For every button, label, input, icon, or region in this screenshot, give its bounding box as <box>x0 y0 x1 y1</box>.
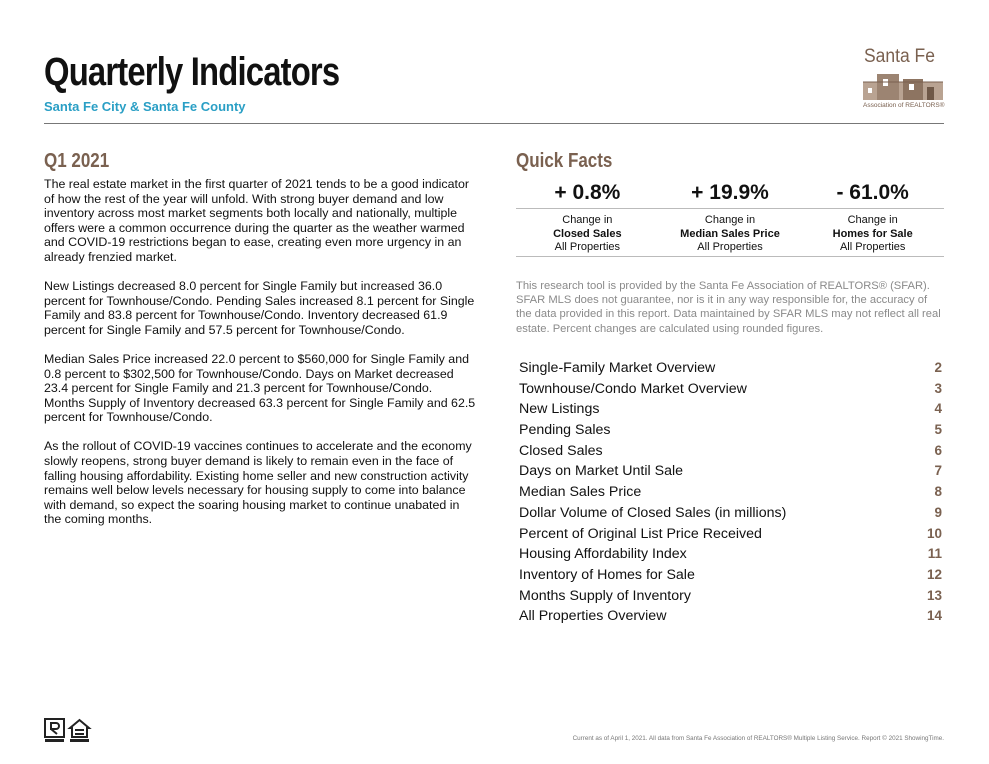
toc-item-label: Days on Market Until Sale <box>519 463 684 480</box>
toc-item-page: 6 <box>934 442 942 458</box>
toc-item-page: 5 <box>934 422 942 438</box>
summary-heading: Q1 2021 <box>44 150 110 172</box>
summary-text <box>44 177 476 541</box>
toc-item-page: 12 <box>926 566 942 582</box>
toc-item[interactable] <box>519 588 942 609</box>
toc-item-page: 2 <box>934 360 942 375</box>
toc-item-label: Housing Affordability Index <box>519 546 687 563</box>
fact-scope: All Properties <box>839 241 906 253</box>
fact-scope: All Properties <box>554 241 621 253</box>
fact-value-homes-for-sale: - 61.0% <box>836 181 909 204</box>
quick-facts-values <box>516 178 944 209</box>
toc-item-label: Pending Sales <box>519 422 611 439</box>
fact-metric: Median Sales Price <box>680 227 780 240</box>
fact-label-line: Change in <box>847 214 898 226</box>
toc-item-page: 4 <box>934 401 942 417</box>
toc-item-page: 7 <box>934 463 942 479</box>
toc-item[interactable] <box>519 546 942 567</box>
fact-value-median-price: + 19.9% <box>691 181 769 204</box>
fact-label-line: Change in <box>562 214 613 226</box>
toc-item-page: 10 <box>926 525 942 541</box>
summary-paragraph: The real estate market in the first quarter of 2021 tends to be a good indicator of how the rest of the year will unfold. With strong buyer demand and low inventory across most market segments both locally and nationally, multiple offers were a common occurrence during the quarter as the weather warmed and COVID-19 restrictions began to ease, creating even more urgency in an already frenzied market. <box>44 177 469 264</box>
fact-label-median-price <box>659 214 802 256</box>
logo-tagline: Association of REALTORS® <box>863 102 945 109</box>
toc-item[interactable] <box>519 608 942 629</box>
toc-item-label: Median Sales Price <box>519 484 642 501</box>
fact-metric: Homes for Sale <box>832 227 913 240</box>
quick-facts-table <box>516 178 944 257</box>
toc-item-page: 14 <box>926 608 942 624</box>
adobe-building-icon <box>863 70 943 100</box>
toc-item[interactable] <box>519 505 942 526</box>
fact-scope: All Properties <box>697 241 763 253</box>
toc-item-label: Townhouse/Condo Market Overview <box>519 380 747 397</box>
footer-logos <box>44 718 94 744</box>
fact-metric: Closed Sales <box>553 227 622 240</box>
toc-item-page: 13 <box>926 587 942 603</box>
toc-item-page: 8 <box>934 484 942 500</box>
toc-item[interactable] <box>519 360 942 381</box>
summary-paragraph: New Listings decreased 8.0 percent for Single Family but increased 36.0 percent for Townhouse/Condo. Pending Sales increased 8.1 percent for Single Family and 83.8 percent for Townhouse/Condo. Inventory decreased 61.9 percent for Single Family and 57.5 percent for Townhouse/Condo. <box>44 279 475 337</box>
toc-item-page: 11 <box>927 546 942 562</box>
page-title: Quarterly Indicators <box>44 50 340 94</box>
toc-item-label: All Properties Overview <box>519 608 667 625</box>
fact-value-closed-sales: + 0.8% <box>554 181 621 204</box>
toc-item-label: Inventory of Homes for Sale <box>519 566 695 583</box>
fact-label-homes-for-sale <box>801 214 944 256</box>
toc-item-label: Single-Family Market Overview <box>519 360 716 376</box>
fact-label-line: Change in <box>704 214 756 226</box>
summary-paragraph: As the rollout of COVID-19 vaccines continues to accelerate and the economy slowly reopens, strong buyer demand is likely to remain even in the face of falling housing affordability. Existing home seller and new construction activity remains well below levels necessary for housing supply to come into balance with demand, so expect the soaring housing market to continue unabated in the coming months. <box>44 439 472 527</box>
disclaimer-text: This research tool is provided by the Santa Fe Association of REALTORS® (SFAR). SFAR MLS does not guarantee, nor is it in any way responsible for, the accuracy of the data provided in this report. Data maintained by SFAR MLS may not reflect all real estate. Percent changes are calculated using rounded figures. <box>516 280 941 335</box>
toc-item[interactable] <box>519 463 942 484</box>
realtor-icon <box>45 719 64 742</box>
header-divider <box>44 123 944 124</box>
toc-item-label: Percent of Original List Price Received <box>519 525 762 542</box>
toc-item-page: 3 <box>934 380 942 396</box>
summary-paragraph: Median Sales Price increased 22.0 percent to $560,000 for Single Family and 0.8 percent to $302,500 for Townhouse/Condo. Days on Market decreased 23.4 percent for Single Family and 21.3 percent for Townhouse/Condo. Months Supply of Inventory decreased 63.3 percent for Single Family and 62.5 percent for Townhouse/Condo. <box>44 351 476 425</box>
logo-wordmark: Santa Fe <box>864 46 935 67</box>
quick-facts-heading: Quick Facts <box>516 150 613 172</box>
toc-item[interactable] <box>519 484 942 505</box>
toc-item-label: Months Supply of Inventory <box>519 587 691 604</box>
toc-item[interactable] <box>519 526 942 547</box>
page-subtitle: Santa Fe City & Santa Fe County <box>44 99 246 114</box>
quick-facts-labels <box>516 209 944 257</box>
toc-item-label: Dollar Volume of Closed Sales (in millions) <box>519 504 787 521</box>
footer-note: Current as of April 1, 2021. All data from Santa Fe Association of REALTORS® Multiple Listing Service. Report © 2021 ShowingTime. <box>572 735 944 742</box>
toc-item[interactable] <box>519 381 942 402</box>
toc-item-label: Closed Sales <box>519 442 603 459</box>
toc-item[interactable] <box>519 422 942 443</box>
fact-label-closed-sales <box>516 214 659 256</box>
toc-item[interactable] <box>519 443 942 464</box>
toc-item[interactable] <box>519 567 942 588</box>
equal-housing-icon <box>70 720 89 742</box>
toc-item[interactable] <box>519 401 942 422</box>
table-of-contents <box>519 360 942 629</box>
toc-item-page: 9 <box>934 504 942 520</box>
santa-fe-logo <box>860 46 946 112</box>
toc-item-label: New Listings <box>519 401 600 418</box>
